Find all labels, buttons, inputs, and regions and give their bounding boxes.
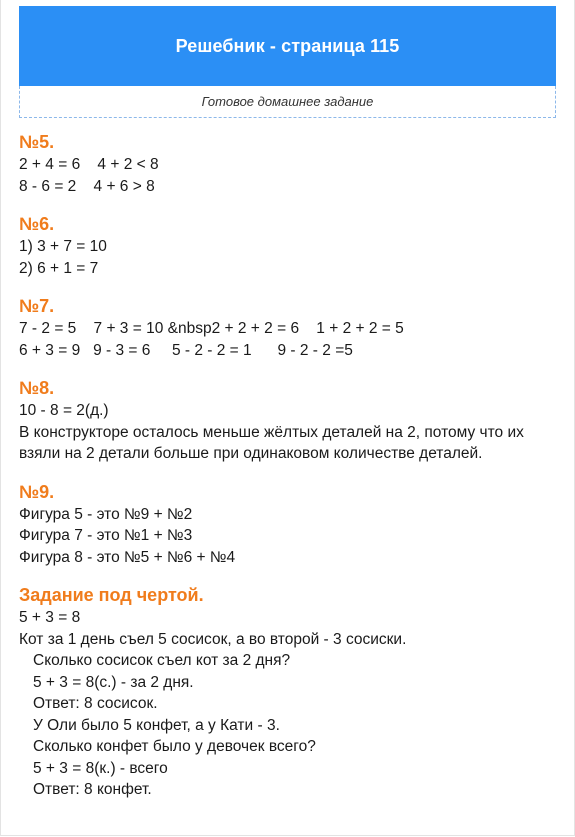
- answer-line: Ответ: 8 сосисок.: [33, 695, 158, 712]
- answer-line: 6 + 3 = 9 9 - 3 = 6 5 - 2 - 2 = 1 9 - 2 - 2 =5: [19, 341, 353, 359]
- answer-line: 2 + 4 = 6 4 + 2 < 8: [19, 156, 159, 173]
- task-6: [19, 212, 564, 279]
- task-heading: №8.: [19, 378, 55, 398]
- task-bonus: [19, 583, 564, 801]
- task-8: [19, 376, 564, 465]
- task-heading: №6.: [19, 214, 55, 234]
- task-7: [19, 294, 564, 361]
- solutions-content: [19, 130, 564, 816]
- answer-line: 7 - 2 = 5 7 + 3 = 10 &nbsp2 + 2 + 2 = 6 1 + 2 + 2 = 5: [19, 320, 404, 337]
- answer-line: Кот за 1 день съел 5 сосисок, а во второй - 3 сосиски.: [19, 630, 407, 648]
- answer-line: 5 + 3 = 8(к.) - всего: [33, 759, 168, 777]
- task-9: [19, 480, 564, 569]
- task-heading: №7.: [19, 296, 55, 316]
- answer-line: Фигура 8 - это №5 + №6 + №4: [19, 548, 236, 566]
- answer-line: Фигура 5 - это №9 + №2: [19, 505, 193, 523]
- answer-line: 5 + 3 = 8: [19, 609, 81, 626]
- answer-line: 5 + 3 = 8(с.) - за 2 дня.: [33, 673, 194, 691]
- task-heading: Задание под чертой.: [19, 585, 204, 605]
- answer-line: 10 - 8 = 2(д.): [19, 402, 109, 419]
- task-5: [19, 130, 564, 197]
- answer-line: 2) 6 + 1 = 7: [19, 259, 99, 277]
- subtitle-box: [19, 86, 556, 118]
- page-title: Решебник - страница 115: [175, 35, 400, 56]
- answer-line: У Оли было 5 конфет, а у Кати - 3.: [33, 716, 280, 734]
- answer-line: Фигура 7 - это №1 + №3: [19, 527, 193, 544]
- answer-line: Сколько сосисок съел кот за 2 дня?: [33, 652, 291, 669]
- answer-paragraph: В конструкторе осталось меньше жёлтых деталей на 2, потому что их взяли на 2 детали больше при одинаковом количестве деталей.: [19, 423, 524, 462]
- page-subtitle: Готовое домашнее задание: [201, 94, 374, 109]
- answer-line: 8 - 6 = 2 4 + 6 > 8: [19, 177, 155, 195]
- answer-line: 1) 3 + 7 = 10: [19, 238, 107, 255]
- task-heading: №5.: [19, 132, 55, 152]
- page-header: [19, 6, 556, 86]
- answer-line: Ответ: 8 конфет.: [33, 781, 152, 798]
- task-heading: №9.: [19, 481, 55, 502]
- answer-line: Сколько конфет было у девочек всего?: [33, 738, 316, 755]
